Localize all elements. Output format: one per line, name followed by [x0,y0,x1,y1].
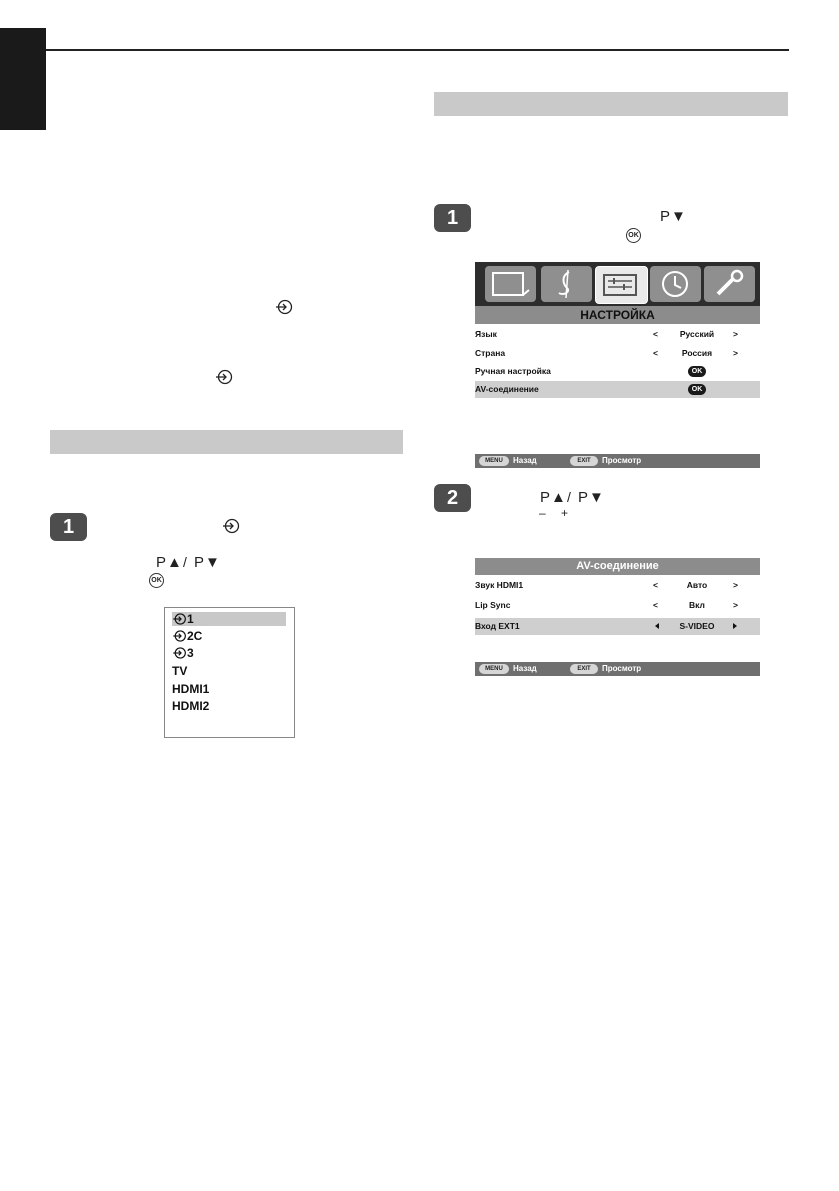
timer-icon[interactable] [650,266,701,302]
input-option[interactable] [172,646,286,660]
input-option-label: HDMI1 [172,682,210,696]
menu-row-value: S-VIDEO [679,621,715,631]
menu-row-label: Звук HDMI1 [475,580,524,590]
volume-plus-symbol: + [561,506,569,520]
step-badge-2: 2 [434,484,471,512]
menu-row-label: Ручная настройка [475,366,551,376]
menu-row[interactable] [475,618,760,635]
menu-row[interactable] [475,345,760,362]
menu-key: MENU [479,456,509,466]
menu-row-label: Язык [475,329,497,339]
exit-key: EXIT [570,456,598,466]
setup-icon[interactable] [595,266,648,304]
input-option-label: 2C [187,629,203,643]
ok-button-icon[interactable]: OK [688,384,706,395]
p-down-symbol: P▼ [578,489,605,506]
input-icon [275,298,293,316]
input-option-label: TV [172,664,188,678]
menu-row-label: AV-соединение [475,384,539,394]
chevron-right-icon[interactable]: > [733,600,738,610]
input-option-label: 3 [187,646,194,660]
p-down-symbol: P▼ [660,208,687,225]
menu-row-label: Вход EXT1 [475,621,520,631]
separator: / [183,554,187,570]
input-select-list [164,607,295,738]
av-connection-menu [475,558,760,636]
arrow-right-icon[interactable] [733,623,737,629]
menu-row-value: Авто [686,580,708,590]
step-badge-1: 1 [434,204,471,232]
ok-button-icon[interactable]: OK [688,366,706,377]
chevron-right-icon[interactable]: > [733,329,738,339]
menu-row[interactable] [475,597,760,614]
p-up-symbol: P▲ [540,489,567,506]
input-icon [215,368,233,386]
back-label: Назад [513,664,537,673]
menu-nav-bar [475,454,760,468]
input-icon [172,629,187,643]
menu-row-value: Русский [679,329,715,339]
menu-row-label: Lip Sync [475,600,511,610]
input-option-label: 1 [187,612,194,626]
volume-minus-symbol: – [539,506,546,520]
view-label: Просмотр [602,456,642,465]
menu-row-value: Россия [681,348,713,358]
section-bar-inputs [50,430,403,454]
ok-button-icon: OK [626,228,641,243]
chevron-right-icon[interactable]: > [733,580,738,590]
view-label: Просмотр [602,664,642,673]
input-option[interactable] [172,699,286,713]
p-down-symbol: P▼ [194,554,221,571]
separator: / [567,489,571,505]
menu-icon-strip [475,262,760,306]
language-tab [0,28,46,130]
menu-row[interactable] [475,326,760,343]
input-option[interactable] [172,629,286,643]
input-icon [172,646,187,660]
setup-menu [475,262,760,398]
header-rule [46,49,789,51]
input-option-label: HDMI2 [172,699,210,713]
back-label: Назад [513,456,537,465]
menu-row-value: Вкл [689,600,705,610]
menu-title: AV-соединение [475,558,760,575]
picture-icon[interactable] [485,266,536,302]
ok-button-icon: OK [149,573,164,588]
chevron-left-icon[interactable]: < [653,580,658,590]
menu-nav-bar [475,662,760,676]
menu-key: MENU [479,664,509,674]
input-icon [222,517,240,535]
sound-icon[interactable] [541,266,592,302]
input-option[interactable] [172,682,286,696]
menu-title: НАСТРОЙКА [475,306,760,324]
chevron-left-icon[interactable]: < [653,348,658,358]
chevron-left-icon[interactable]: < [653,600,658,610]
arrow-left-icon[interactable] [655,623,659,629]
menu-row[interactable] [475,381,760,398]
chevron-right-icon[interactable]: > [733,348,738,358]
wrench-icon[interactable] [704,266,755,302]
input-icon [172,612,187,626]
input-option[interactable] [172,664,286,678]
step-badge-1: 1 [50,513,87,541]
exit-key: EXIT [570,664,598,674]
menu-row[interactable] [475,363,760,380]
p-up-symbol: P▲ [156,554,183,571]
menu-row-label: Страна [475,348,506,358]
input-option[interactable] [172,612,286,626]
menu-row[interactable] [475,577,760,594]
section-bar-av [434,92,788,116]
chevron-left-icon[interactable]: < [653,329,658,339]
